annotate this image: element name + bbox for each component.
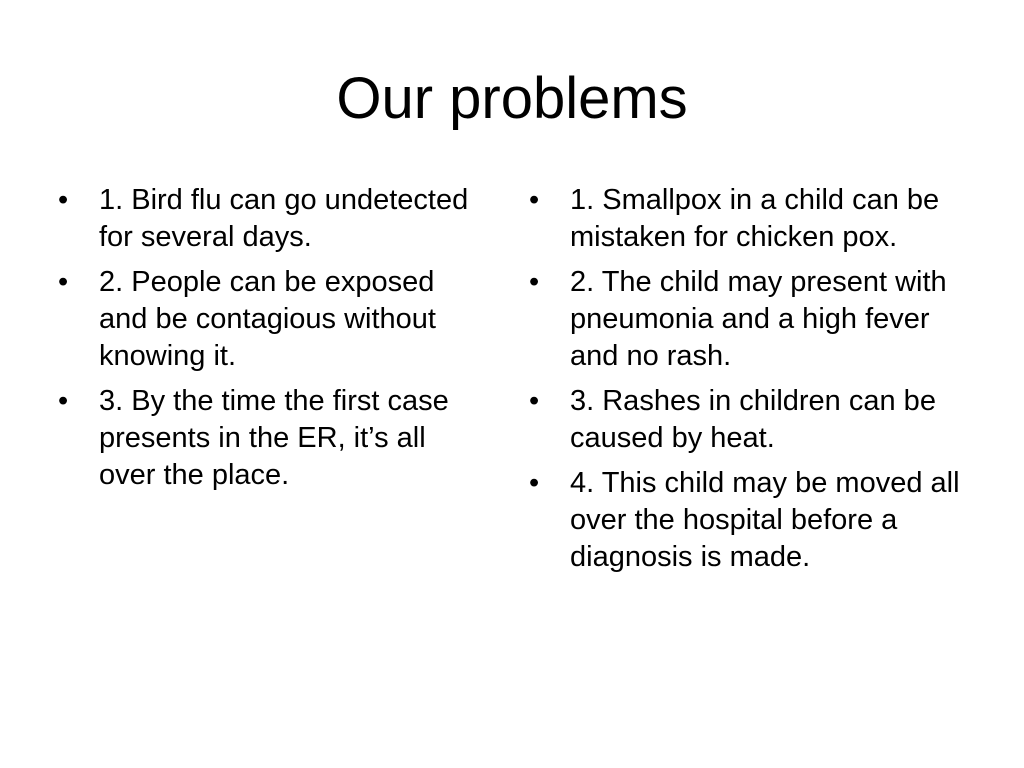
bullet-text: 2. The child may present with pneumonia and a high fever and no rash. (570, 266, 947, 372)
left-bullet-list (58, 182, 483, 502)
right-bullet-list (529, 182, 969, 584)
bullet-dot-icon: • (58, 184, 69, 216)
bullet-text: 3. By the time the first case presents in the ER, it’s all over the place. (99, 385, 449, 491)
bullet-item (58, 264, 483, 375)
bullet-text: 1. Smallpox in a child can be mistaken for chicken pox. (570, 184, 940, 253)
bullet-text: 3. Rashes in children can be caused by heat. (570, 385, 936, 454)
bullet-text: 1. Bird flu can go undetected for several days. (99, 184, 469, 253)
bullet-item (58, 182, 483, 256)
bullet-item (529, 383, 969, 457)
bullet-item (58, 383, 483, 494)
bullet-dot-icon: • (529, 385, 540, 417)
bullet-item (529, 465, 969, 576)
bullet-dot-icon: • (529, 266, 540, 298)
bullet-text: 2. People can be exposed and be contagious without knowing it. (99, 266, 436, 372)
bullet-dot-icon: • (58, 266, 69, 298)
bullet-dot-icon: • (58, 385, 69, 417)
bullet-text: 4. This child may be moved all over the hospital before a diagnosis is made. (570, 467, 960, 573)
bullet-item (529, 264, 969, 375)
bullet-dot-icon: • (529, 467, 540, 499)
bullet-item (529, 182, 969, 256)
slide-title: Our problems (336, 66, 688, 131)
bullet-dot-icon: • (529, 184, 540, 216)
